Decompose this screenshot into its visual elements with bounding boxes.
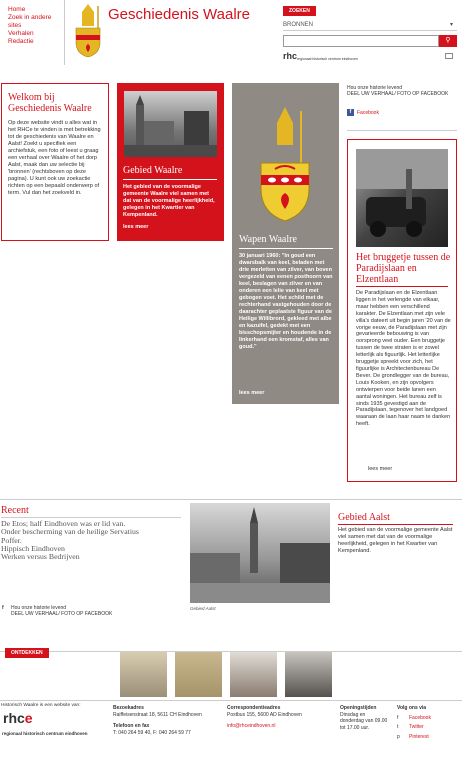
bruggetje-title: Het bruggetje tussen de Paradijslaan en Elzentlaan xyxy=(356,252,451,285)
facebook-share-box xyxy=(347,85,457,116)
pinterest-icon: p xyxy=(397,733,400,740)
header-divider xyxy=(64,0,65,65)
nav-item-redactie[interactable]: Redactie xyxy=(8,38,34,45)
recent-list xyxy=(1,520,183,561)
gebied-waalre-card[interactable] xyxy=(117,83,224,241)
ontdekken-thumbnail[interactable] xyxy=(285,652,332,697)
coat-of-arms-logo-icon[interactable] xyxy=(72,2,104,58)
divider xyxy=(356,286,448,287)
rhc-logo-text: rhc xyxy=(283,51,298,61)
recent-item[interactable]: Hippisch Eindhoven xyxy=(1,543,65,553)
recent-item[interactable]: Werken versus Bedrijven xyxy=(1,552,80,562)
footer-phone-value: T: 040 264 59 40, F: 040 264 59 77 xyxy=(113,729,191,736)
nav-item-sites[interactable]: sites xyxy=(8,22,22,29)
gebied-aalst-caption: Gebied Aalst xyxy=(190,606,216,611)
footer-visit-address: Raiffeisenstraat 18, 5611 CH Eindhoven xyxy=(113,711,202,718)
footer-correspondence-column xyxy=(227,705,302,730)
wapen-waalre-card[interactable] xyxy=(232,83,339,404)
divider xyxy=(123,179,217,180)
recent-item[interactable]: Poffer. xyxy=(1,535,22,545)
facebook-icon: f xyxy=(2,605,4,611)
divider xyxy=(338,524,453,525)
wapen-waalre-text: 30 januari 1960: "In goud een dwarsbalk van keel, beladen met drie merletten van zilver, van boven vergezeld van eenen posthoorn van keel, beslagen van zilver en van onderen een lelie van keel met gebogen voet. Het schild met de rechterhand vastgehouden door de daarachter geplaatste figuur van de Heilige Willibrord, gekleed met albe en kazuifel, gedekt met een bisschopsmijter en houdende in de linkerhand een kromstaf, alles van goud." xyxy=(239,253,333,350)
footer-logo-subtitle: regionaal historisch centrum eindhoven xyxy=(2,731,88,736)
chevron-down-icon: ▾ xyxy=(449,22,453,28)
gebied-waalre-title: Gebied Waalre xyxy=(123,165,183,176)
gebied-waalre-photo xyxy=(124,91,217,157)
gebied-aalst-photo[interactable] xyxy=(190,503,330,603)
footer-opening-column xyxy=(340,705,390,731)
welkom-text: Op deze website vindt u alles wat in het RHCe te vinden is met betrekking tot de geschiedenis van Waalre en Aalst! Zoekt u specifiek een archiefstuk, een foto of leest u graag een verhaal over Waalre of het dorp Aalst, maak dan uw selectie bij 'bronnen' (rechtsboven op deze pagina). U kunt ook uw zoekactie richten op een bepaald onderwerp of term. Vul dan het zoekveld in. xyxy=(8,120,101,196)
search-input[interactable] xyxy=(283,35,439,47)
ontdekken-tab[interactable]: ONTDEKKEN xyxy=(5,648,49,658)
search-button[interactable] xyxy=(439,35,457,47)
ontdekken-thumbnail[interactable] xyxy=(230,652,277,697)
twitter-icon: t xyxy=(397,724,399,730)
bruggetje-photo xyxy=(356,149,448,247)
coat-of-arms-icon xyxy=(257,105,313,225)
social-link-pinterest[interactable] xyxy=(397,734,431,741)
social-link-twitter[interactable] xyxy=(397,724,431,731)
social-link-facebook[interactable] xyxy=(397,715,431,722)
nav-item-zoek[interactable]: Zoek in andere xyxy=(8,14,52,21)
recent-item[interactable]: De Etos; half Eindhoven was er lid van. xyxy=(1,519,126,528)
footer-website-of: Historisch Waalre is een website van: xyxy=(1,703,81,708)
recent-facebook-share[interactable] xyxy=(2,605,112,617)
footer-correspondence-address: Postbus 155, 5600 AD Eindhoven xyxy=(227,711,302,718)
bronnen-select-value: BRONNEN xyxy=(283,22,314,28)
footer-divider xyxy=(0,700,462,701)
gebied-aalst-title[interactable]: Gebied Aalst xyxy=(338,512,390,523)
follow-line-1: Hou onze historie levend xyxy=(347,85,403,91)
recent-item[interactable]: Onder bescherming van de heilige Servatius xyxy=(1,527,139,537)
footer-social-column xyxy=(397,705,431,740)
divider xyxy=(239,248,333,249)
footer-opening-title: Openingstijden xyxy=(340,705,377,711)
ontdekken-thumbnail[interactable] xyxy=(120,652,167,697)
rhc-logo[interactable] xyxy=(283,51,457,63)
church-photo-icon xyxy=(124,91,217,157)
footer-opening-text: Dinsdag en donderdag van 09.00 tot 17.00 uur. xyxy=(340,711,388,731)
search-row xyxy=(283,35,457,47)
ontdekken-thumbnails xyxy=(120,652,340,697)
bruggetje-read-more-link[interactable]: lees meer xyxy=(368,466,393,472)
footer-phone-title: Telefoon en fax xyxy=(113,723,150,729)
gebied-waalre-read-more-link[interactable]: lees meer xyxy=(123,224,149,230)
social-label: Twitter xyxy=(409,724,424,730)
follow-line-2: DEEL UW VERHAAL/ FOTO OP FACEBOOK xyxy=(11,611,113,617)
wapen-waalre-title: Wapen Waalre xyxy=(239,234,297,245)
rhc-logo-subtitle: regionaal historisch centrum eindhoven xyxy=(297,57,358,61)
divider xyxy=(1,517,181,518)
search-icon: ⚲ xyxy=(445,37,451,44)
divider xyxy=(0,499,462,500)
footer-visit-column xyxy=(113,705,202,736)
site-title: Geschiedenis Waalre xyxy=(108,6,251,23)
zoeken-tab[interactable]: ZOEKEN xyxy=(283,6,316,16)
gebied-waalre-text: Het gebied van de voormalige gemeente Waalre viel samen met dat van de voormalige heerlijkheid, gelegen in het Kwartier van Kempenland. xyxy=(123,184,215,218)
facebook-label: Facebook xyxy=(357,109,379,116)
wapen-waalre-read-more-link[interactable]: lees meer xyxy=(239,390,265,396)
social-label: Pinterest xyxy=(409,733,429,740)
footer-logo-text: rhc xyxy=(3,710,25,726)
gebied-aalst-text: Het gebied van de voormalige gemeente Aalst viel samen met dat van de voormalige heerlijkheid, gelegen in het Kwartier van Kempenland. xyxy=(338,527,453,554)
follow-line-2[interactable]: DEEL UW VERHAAL/ FOTO OP FACEBOOK xyxy=(347,91,449,97)
welkom-box xyxy=(1,83,109,241)
facebook-icon: f xyxy=(397,714,399,721)
footer-rhc-logo[interactable] xyxy=(3,710,33,726)
bruggetje-text: De Paradijslaan en de Elzentlaan liggen in het verlengde van elkaar, maar hebben een verschillend karakter. De Elzentlaan met zijn vele villa's dateert uit begin jaren '20 van de vorige eeuw, de Paradijslaan met zijn gevarieerde bebouwing is van oorsprong veel ouder. Een bruggetje tussen de twee straten is er zowel letterlijk als figuurlijk. Het letterlijke bruggetje spreekt voor zich, het figuurlijke is Architectenbureau De Bever. De grondlegger van de bureau, Louis Kooken, en zijn opvolgers ontwierpen voor beide lanen een aantal woningen. Het bureau zelf is sinds 1935 gevestigd aan de Paradijslaan, tegenover het landgoed waaraan de laan haar naam te danken heeft. xyxy=(356,290,451,428)
footer-visit-title: Bezoekadres xyxy=(113,705,144,711)
footer-correspondence-title: Correspondentieadres xyxy=(227,705,281,711)
footer-logo-e: e xyxy=(24,710,33,726)
main-nav xyxy=(8,6,51,46)
facebook-icon: f xyxy=(347,109,354,116)
ontdekken-thumbnail[interactable] xyxy=(175,652,222,697)
divider xyxy=(347,130,457,131)
nav-item-home[interactable]: Home xyxy=(8,6,26,13)
search-panel xyxy=(283,6,457,63)
bruggetje-card[interactable] xyxy=(347,139,457,482)
mail-icon[interactable] xyxy=(445,53,453,59)
vintage-car-photo-icon xyxy=(356,149,448,247)
facebook-link[interactable] xyxy=(347,109,457,116)
footer-email-link[interactable]: info@rhceindhoven.nl xyxy=(227,723,276,729)
nav-item-verhalen[interactable]: Verhalen xyxy=(8,30,34,37)
recent-title: Recent xyxy=(1,505,29,516)
street-photo-icon xyxy=(190,503,330,603)
bronnen-select[interactable] xyxy=(283,19,457,31)
welkom-title: Welkom bij Geschiedenis Waalre xyxy=(8,92,92,114)
follow-line-1: Hou onze historie levend xyxy=(11,605,67,611)
footer-social-title: Volg ons via xyxy=(397,705,427,711)
social-label: Facebook xyxy=(409,714,431,721)
